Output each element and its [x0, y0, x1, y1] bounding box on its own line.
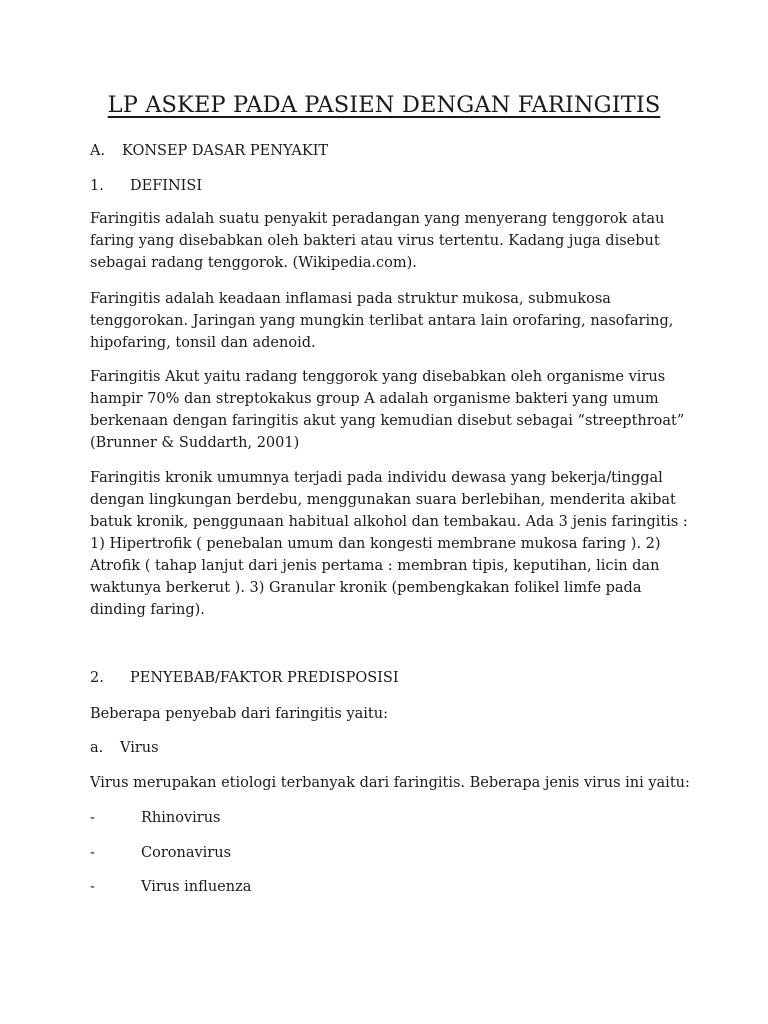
text-line: hipofaring, tonsil dan adenoid. — [90, 335, 316, 351]
text-line: Faringitis Akut yaitu radang tenggorok yang disebabkan oleh organisme virus — [90, 369, 666, 385]
virus-intro: Virus merupakan etiologi terbanyak dari faringitis. Beberapa jenis virus ini yaitu: — [90, 775, 690, 791]
text-line: (Brunner & Suddarth, 2001) — [90, 435, 300, 451]
text-line: waktunya berkerut ). 3) Granular kronik (pembengkakan folikel limfe pada — [90, 580, 642, 596]
text-line: berkenaan dengan faringitis akut yang kemudian disebut sebagai “streepthroat” — [90, 413, 685, 429]
section-number: A. — [90, 143, 106, 159]
list-dash: - — [90, 879, 95, 895]
section-label: PENYEBAB/FAKTOR PREDISPOSISI — [130, 670, 399, 686]
paragraph-definition-3 — [90, 366, 690, 454]
section-heading-1 — [90, 178, 202, 194]
paragraph-definition-4 — [90, 467, 690, 621]
list-item-text: Virus influenza — [141, 879, 252, 895]
text-line: Faringitis adalah keadaan inflamasi pada struktur mukosa, submukosa — [90, 291, 611, 307]
section-number: 2. — [90, 670, 104, 686]
text-line: sebagai radang tenggorok. (Wikipedia.com). — [90, 255, 417, 271]
text-line: Faringitis adalah suatu penyakit peradangan yang menyerang tenggorok atau — [90, 211, 665, 227]
section-number: 1. — [90, 178, 104, 194]
list-item — [90, 879, 251, 895]
text-line: 1) Hipertrofik ( penebalan umum dan kongesti membrane mukosa faring ). 2) — [90, 536, 661, 552]
section-heading-a — [90, 143, 328, 159]
text-line: batuk kronik, penggunaan habitual alkohol dan tembakau. Ada 3 jenis faringitis : — [90, 514, 688, 530]
text-line: dinding faring). — [90, 602, 205, 618]
paragraph-definition-1 — [90, 208, 690, 274]
list-item — [90, 845, 231, 861]
text-line: faring yang disebabkan oleh bakteri atau virus tertentu. Kadang juga disebut — [90, 233, 660, 249]
list-dash: - — [90, 845, 95, 861]
list-dash: - — [90, 810, 95, 826]
section-label: KONSEP DASAR PENYAKIT — [122, 143, 329, 159]
list-item-text: Coronavirus — [141, 845, 232, 861]
section-label: DEFINISI — [130, 178, 203, 194]
text-line: tenggorokan. Jaringan yang mungkin terlibat antara lain orofaring, nasofaring, — [90, 313, 674, 329]
page-title — [0, 92, 768, 118]
text-line: Atrofik ( tahap lanjut dari jenis pertama : membran tipis, keputihan, licin dan — [90, 558, 660, 574]
text-line: hampir 70% dan streptokakus group A adalah organisme bakteri yang umum — [90, 391, 659, 407]
paragraph-definition-2 — [90, 288, 690, 354]
list-item-text: Rhinovirus — [141, 810, 221, 826]
text-line: dengan lingkungan berdebu, menggunakan suara berlebihan, menderita akibat — [90, 492, 676, 508]
page-title-text: LP ASKEP PADA PASIEN DENGAN FARINGITIS — [107, 92, 661, 118]
section-heading-2 — [90, 670, 399, 686]
subheading-label: Virus — [120, 740, 159, 756]
list-item — [90, 810, 221, 826]
text-line: Faringitis kronik umumnya terjadi pada individu dewasa yang bekerja/tinggal — [90, 470, 663, 486]
subheading-virus — [90, 740, 159, 756]
subheading-letter: a. — [90, 740, 104, 756]
causes-intro: Beberapa penyebab dari faringitis yaitu: — [90, 706, 388, 722]
